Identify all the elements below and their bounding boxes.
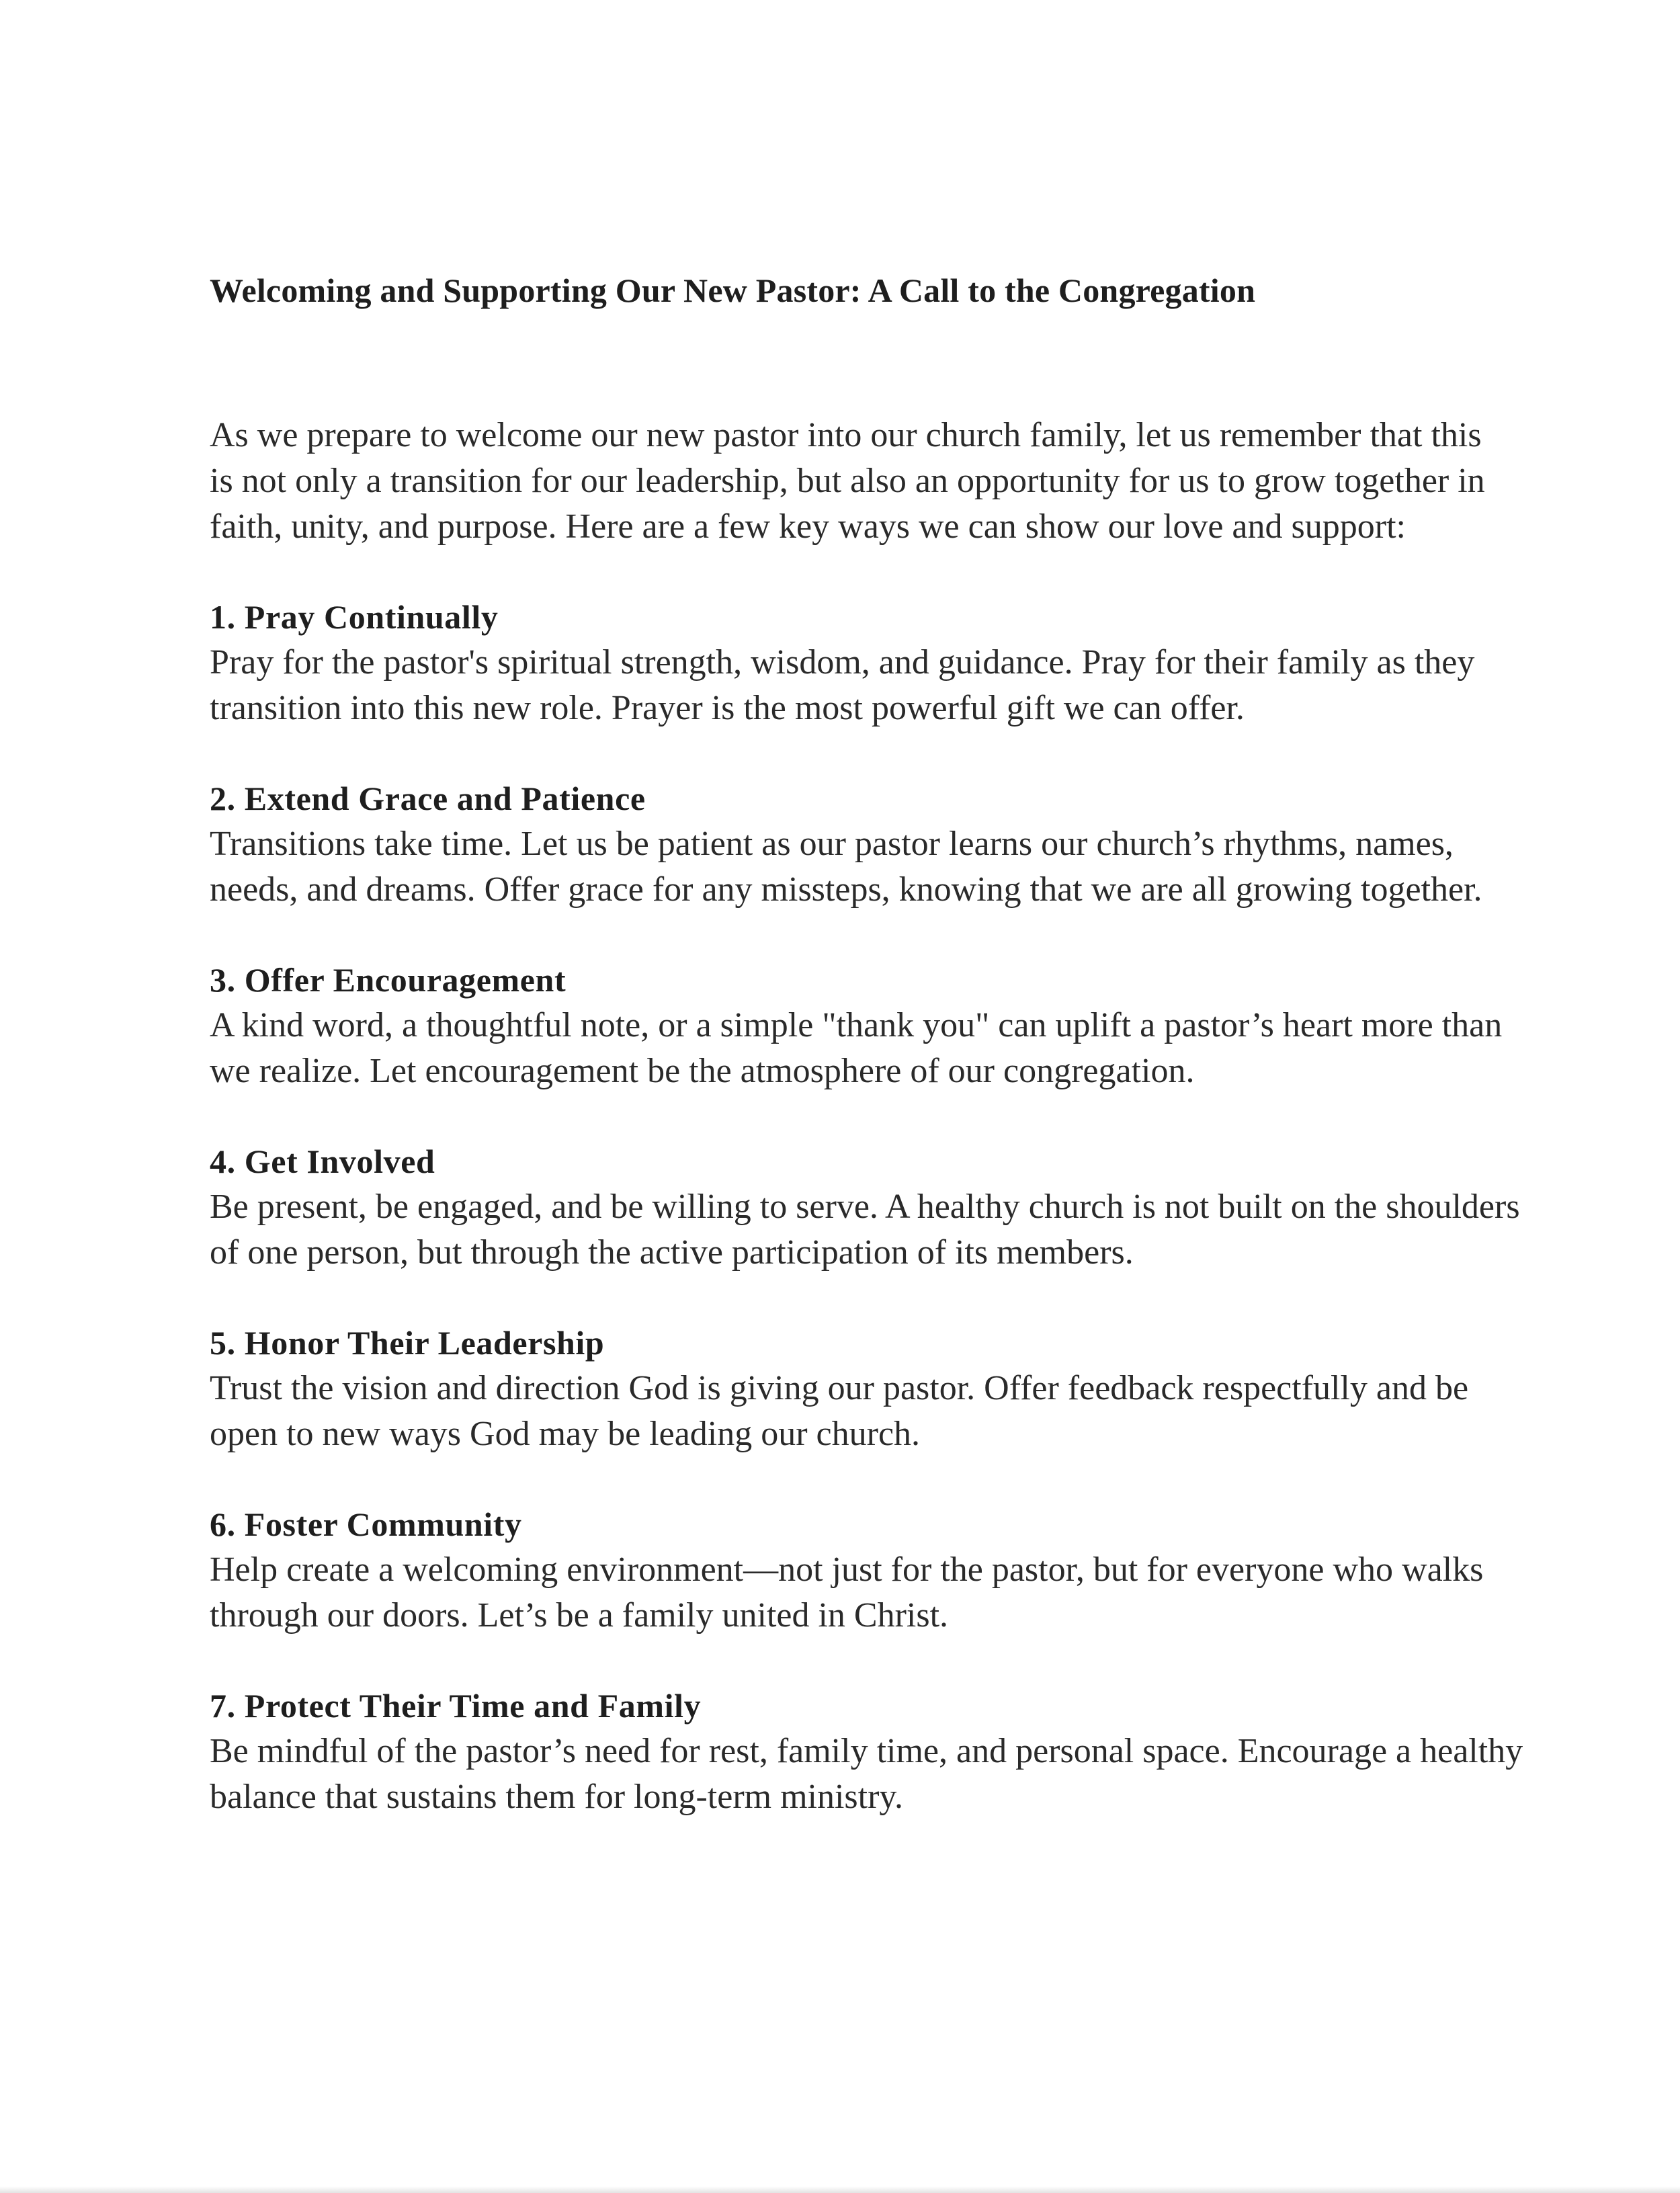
section-body: Transitions take time. Let us be patient as our pastor learns our church’s rhythms, names, needs, and dreams. Offer grace for any missteps, knowing that we are all growing together. — [210, 825, 1482, 909]
section-body: A kind word, a thoughtful note, or a simple "thank you" can uplift a pastor’s heart more than we realize. Let encouragement be the atmosphere of our congregation. — [210, 1006, 1503, 1090]
intro-paragraph: As we prepare to welcome our new pastor into our church family, let us remember that this is not only a transition for our leadership, but also an opportunity for us to grow together in faith, unity, and purpose. Here are a few key ways we can show our love and support: — [210, 416, 1485, 546]
section-body: Trust the vision and direction God is giving our pastor. Offer feedback respectfully and be open to new ways God may be leading our church. — [210, 1369, 1469, 1453]
section-body: Be present, be engaged, and be willing to serve. A healthy church is not built on the shoulders of one person, but through the active participation of its members. — [210, 1188, 1520, 1272]
scan-bottom-edge — [0, 2186, 1680, 2193]
section-heading: 6. Foster Community — [210, 1505, 522, 1543]
section-foster-community — [210, 1501, 1527, 1639]
section-get-involved — [210, 1139, 1527, 1276]
section-heading: 4. Get Involved — [210, 1143, 435, 1180]
section-body: Be mindful of the pastor’s need for rest, family time, and personal space. Encourage a healthy balance that sustains them for long-term ministry. — [210, 1732, 1523, 1816]
section-heading: 7. Protect Their Time and Family — [210, 1687, 702, 1725]
document-content — [210, 262, 1527, 1820]
section-honor-leadership — [210, 1320, 1527, 1457]
section-body: Pray for the pastor's spiritual strength, wisdom, and guidance. Pray for their family as they transition into this new role. Prayer is the most powerful gift we can offer. — [210, 643, 1475, 727]
document-title: Welcoming and Supporting Our New Pastor: A Call to the Congregation — [210, 272, 1256, 309]
section-offer-encouragement — [210, 957, 1527, 1094]
section-body: Help create a welcoming environment—not just for the pastor, but for everyone who walks through our doors. Let’s be a family united in Christ. — [210, 1550, 1484, 1635]
section-heading: 5. Honor Their Leadership — [210, 1324, 605, 1362]
section-heading: 1. Pray Continually — [210, 598, 499, 636]
section-heading: 3. Offer Encouragement — [210, 961, 566, 999]
section-protect-time — [210, 1683, 1527, 1820]
section-extend-grace — [210, 776, 1527, 913]
section-heading: 2. Extend Grace and Patience — [210, 780, 646, 817]
section-pray-continually — [210, 594, 1527, 731]
